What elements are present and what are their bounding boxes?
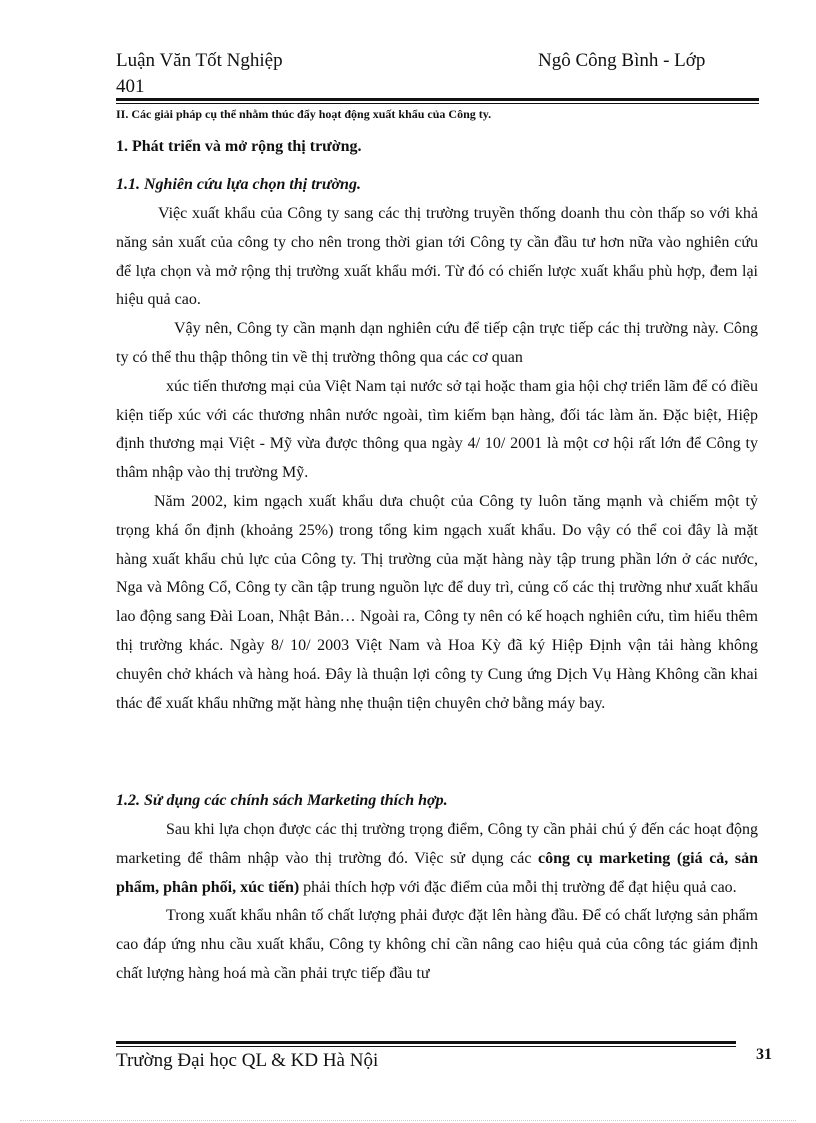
header-left <box>116 48 283 100</box>
marketing-tools-emphasis: công cụ marketing (giá cả, sản phẩm, phân phối, xúc tiến) <box>116 849 758 896</box>
heading-1-2: 1.2. Sử dụng các chính sách Marketing thích hợp. <box>116 792 448 809</box>
thesis-label: Luận Văn Tốt Nghiệp <box>116 50 283 71</box>
heading-1: 1. Phát triển và mở rộng thị trường. <box>116 138 362 155</box>
paragraph-5: Trong xuất khẩu nhân tố chất lượng phải được đặt lên hàng đầu. Để có chất lượng sản phẩm cao đáp ứng nhu cầu xuất khẩu, Công ty không chỉ cần nâng cao hiệu quả của công tác giám định chất lượng hàng hoá mà cần phải trực tiếp đầu tư <box>116 907 758 982</box>
paragraph-1: Việc xuất khẩu của Công ty sang các thị trường truyền thống doanh thu còn thấp so với khả năng sản xuất của công ty cho nên trong thời gian tới Công ty cần đầu tư hơn nữa vào nghiên cứu để lựa chọn và mở rộng thị trường xuất khẩu mới. Từ đó có chiến lược xuất khẩu phù hợp, đem lại hiệu quả cao. <box>116 205 758 309</box>
body-block-a <box>116 200 758 718</box>
section-heading: II. Các giải pháp cụ thể nhằm thúc đẩy hoạt động xuất khẩu của Công ty. <box>116 107 492 121</box>
paragraph-2-b: xúc tiến thương mại của Việt Nam tại nước sở tại hoặc tham gia hội chợ triển lãm để có điều kiện tiếp xúc với các thương nhân nước ngoài, tìm kiếm bạn hàng, đối tác làm ăn. Đặc biệt, Hiệp định thương mại Việt - Mỹ vừa được thông qua ngày 4/ 10/ 2001 là một cơ hội rất lớn để Công ty thâm nhập vào thị trường Mỹ. <box>116 377 758 482</box>
paragraph-2-a: Vậy nên, Công ty cần mạnh dạn nghiên cứu để tiếp cận trực tiếp các thị trường này. Công ty có thể thu thập thông tin về thị trường thông qua các cơ quan <box>116 320 758 366</box>
footer-school: Trường Đại học QL & KD Hà Nội <box>116 1050 379 1071</box>
paragraph-3: Năm 2002, kim ngạch xuất khẩu dưa chuột của Công ty luôn tăng mạnh và chiếm một tỷ trọng khá ổn định (khoảng 25%) trong tổng kim ngạch xuất khẩu. Do vậy có thể coi đây là mặt hàng xuất khẩu chủ lực của Công ty. Thị trường của mặt hàng này tập trung phần lớn ở các nước, Nga và Mông Cổ, Công ty cần tập trung nguồn lực để duy trì, củng cố các thị trường như xuất khẩu lao động sang Đài Loan, Nhật Bản… Ngoài ra, Công ty nên có kế hoạch nghiên cứu, tìm hiểu thêm thị trường khác. Ngày 8/ 10/ 2003 Việt Nam và Hoa Kỳ đã ký Hiệp Định vận tải hàng không chuyên chở khách và hàng hoá. Đây là thuận lợi công ty Cung ứng Dịch Vụ Hàng Không cần khai thác để xuất khẩu những mặt hàng nhẹ thuận tiện chuyên chở bằng máy bay. <box>116 492 758 712</box>
paragraph-4 <box>116 816 758 902</box>
page-bottom-dotted-line <box>20 1120 796 1121</box>
class-number: 401 <box>116 76 145 97</box>
paragraph-4-pre: Sau khi lựa chọn được các thị trường trọng điểm, Công ty cần phải chú ý đến các hoạt động marketing để thâm nhập vào thị trường đó. Việc sử dụng các <box>116 821 758 867</box>
header-rule-thick <box>116 98 759 101</box>
header-rule-thin <box>116 103 759 104</box>
footer-rule-thick <box>116 1041 736 1044</box>
body-block-b <box>116 816 758 989</box>
paragraph-2 <box>116 315 758 488</box>
author-label: Ngô Công Bình - Lớp <box>538 50 706 71</box>
heading-1-1: 1.1. Nghiên cứu lựa chọn thị trường. <box>116 176 361 193</box>
footer-rule-thin <box>116 1046 736 1047</box>
page-number: 31 <box>756 1046 772 1063</box>
paragraph-4-post: phải thích hợp với đặc điểm của mỗi thị trường để đạt hiệu quả cao. <box>299 878 737 896</box>
